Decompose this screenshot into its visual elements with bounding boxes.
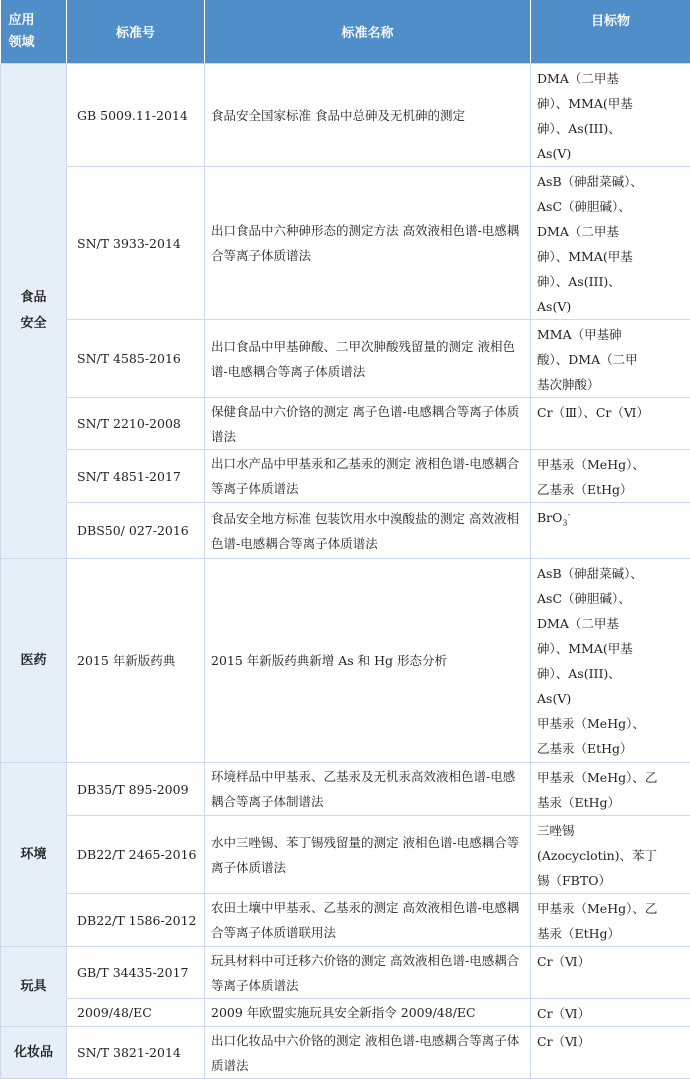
target: AsB（砷甜菜碱）、 AsC（砷胆碱）、 DMA（二甲基 砷）、MMA(甲基 砷）、As(III)、 As(V) 甲基汞（MeHg）、 乙基汞（EtHg） [531,559,690,763]
standard-name: 玩具材料中可迁移六价铬的测定 高效液相色谱-电感耦合等离子体质谱法 [205,947,531,999]
domain-environment: 环境 [1,763,67,947]
table-row [1,816,690,894]
domain-toys: 玩具 [1,947,67,1027]
target: 甲基汞（MeHg）、 乙基汞（EtHg） [531,450,690,503]
target: Cr（Ⅲ）、Cr（Ⅵ） [531,398,690,450]
target: Cr（Ⅵ） [531,999,690,1027]
target: Cr（Ⅵ） [531,1027,690,1079]
standard-no: GB 5009.11-2014 [67,64,205,167]
domain-medicine: 医药 [1,559,67,763]
target: AsB（砷甜菜碱）、 AsC（砷胆碱）、 DMA（二甲基 砷）、MMA(甲基 砷）、As(III)、 As(V) [531,167,690,320]
standard-no: DB35/T 895-2009 [67,763,205,816]
domain-food-safety: 食品安全 [1,64,67,559]
table-row [1,947,690,999]
standard-no: DB22/T 1586-2012 [67,894,205,947]
table-row [1,559,690,763]
standard-no: SN/T 4585-2016 [67,320,205,398]
standard-name: 保健食品中六价铬的测定 离子色谱-电感耦合等离子体质谱法 [205,398,531,450]
standard-name: 水中三唑锡、苯丁锡残留量的测定 液相色谱-电感耦合等离子体质谱法 [205,816,531,894]
target: 甲基汞（MeHg）、乙 基汞（EtHg） [531,894,690,947]
table-row [1,763,690,816]
standard-name: 食品安全国家标准 食品中总砷及无机砷的测定 [205,64,531,167]
target: Cr（Ⅵ） [531,947,690,999]
standard-no: 2015 年新版药典 [67,559,205,763]
header-domain: 应用 领域 [1,0,67,64]
header-row [1,0,690,64]
standard-name: 出口化妆品中六价铬的测定 液相色谱-电感耦合等离子体质谱法 [205,1027,531,1079]
table-row [1,320,690,398]
domain-cosmetics: 化妆品 [1,1027,67,1079]
standard-name: 环境样品中甲基汞、乙基汞及无机汞高效液相色谱-电感耦合等离子体制谱法 [205,763,531,816]
standard-name: 出口水产品中甲基汞和乙基汞的测定 液相色谱-电感耦合等离子体质谱法 [205,450,531,503]
header-target: 目标物 [531,0,690,64]
table-row [1,1027,690,1079]
table-row [1,503,690,559]
standard-no: GB/T 34435-2017 [67,947,205,999]
standard-no: DBS50/ 027-2016 [67,503,205,559]
standard-name: 2009 年欧盟实施玩具安全新指令 2009/48/EC [205,999,531,1027]
standard-name: 农田土壤中甲基汞、乙基汞的测定 高效液相色谱-电感耦合等离子体质谱联用法 [205,894,531,947]
table-row [1,398,690,450]
standard-name: 2015 年新版药典新增 As 和 Hg 形态分析 [205,559,531,763]
standard-no: SN/T 3821-2014 [67,1027,205,1079]
table-row [1,450,690,503]
target: 甲基汞（MeHg）、乙 基汞（EtHg） [531,763,690,816]
target: 三唑锡 (Azocyclotin)、苯丁 锡（FBTO） [531,816,690,894]
table-row [1,894,690,947]
header-standard-name: 标准名称 [205,0,531,64]
standard-no: SN/T 2210-2008 [67,398,205,450]
standard-name: 出口食品中甲基砷酸、二甲次胂酸残留量的测定 液相色谱-电感耦合等离子体质谱法 [205,320,531,398]
standard-no: DB22/T 2465-2016 [67,816,205,894]
table-row [1,999,690,1027]
table-row [1,167,690,320]
standard-no: SN/T 4851-2017 [67,450,205,503]
header-standard-no: 标准号 [67,0,205,64]
target: DMA（二甲基 砷）、MMA(甲基 砷）、As(III)、 As(V) [531,64,690,167]
target: BrO$_3$- [531,503,690,559]
standard-name: 出口食品中六种砷形态的测定方法 高效液相色谱-电感耦合等离子体质谱法 [205,167,531,320]
target: MMA（甲基砷 酸）、DMA（二甲 基次胂酸） [531,320,690,398]
standard-no: SN/T 3933-2014 [67,167,205,320]
table-row [1,64,690,167]
standard-name: 食品安全地方标准 包装饮用水中溴酸盐的测定 高效液相色谱-电感耦合等离子体质谱法 [205,503,531,559]
standard-no: 2009/48/EC [67,999,205,1027]
